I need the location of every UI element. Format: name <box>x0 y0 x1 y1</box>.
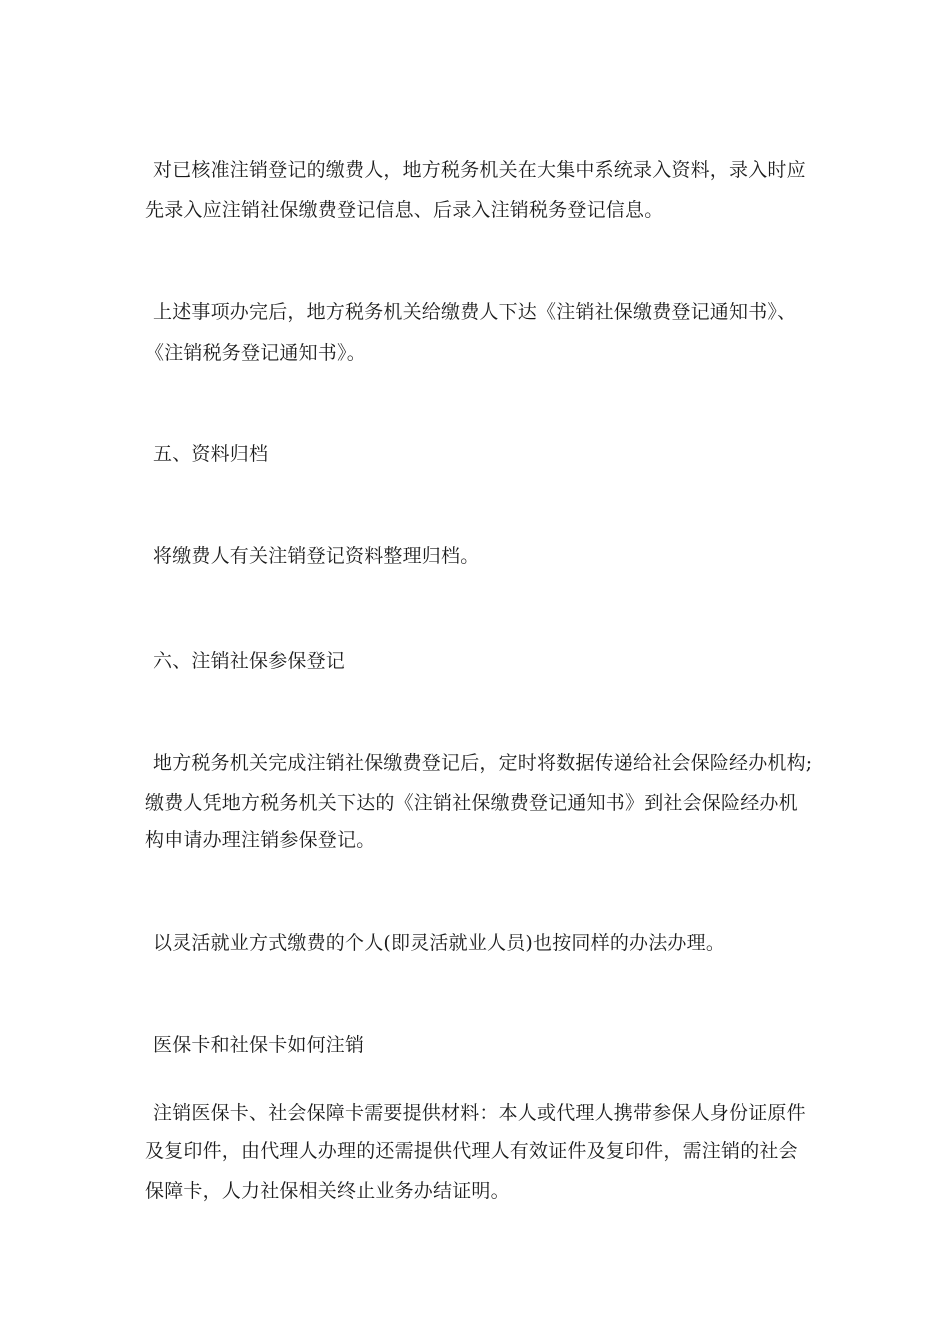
paragraph-line: 先录入应注销社保缴费登记信息、后录入注销税务登记信息。 <box>145 199 664 221</box>
section-heading: 医保卡和社保卡如何注销 <box>153 1034 365 1056</box>
paragraph-line: 将缴费人有关注销登记资料整理归档。 <box>153 545 480 567</box>
paragraph-line: 《注销税务登记通知书》。 <box>145 342 366 364</box>
section-heading: 六、注销社保参保登记 <box>153 650 346 672</box>
paragraph-line: 构申请办理注销参保登记。 <box>145 829 376 851</box>
paragraph-line: 注销医保卡、社会保障卡需要提供材料：本人或代理人携带参保人身份证原件 <box>153 1102 806 1124</box>
paragraph-line: 缴费人凭地方税务机关下达的《注销社保缴费登记通知书》到社会保险经办机 <box>145 792 798 814</box>
paragraph-line: 以灵活就业方式缴费的个人(即灵活就业人员)也按同样的办法办理。 <box>153 932 726 954</box>
paragraph-line: 对已核准注销登记的缴费人，地方税务机关在大集中系统录入资料，录入时应 <box>153 159 806 181</box>
paragraph-line: 地方税务机关完成注销社保缴费登记后，定时将数据传递给社会保险经办机构; <box>153 752 813 774</box>
paragraph-line: 上述事项办完后，地方税务机关给缴费人下达《注销社保缴费登记通知书》、 <box>153 301 797 323</box>
paragraph-line: 保障卡，人力社保相关终止业务办结证明。 <box>145 1180 510 1202</box>
paragraph-line: 及复印件，由代理人办理的还需提供代理人有效证件及复印件，需注销的社会 <box>145 1140 798 1162</box>
section-heading: 五、资料归档 <box>153 443 269 465</box>
